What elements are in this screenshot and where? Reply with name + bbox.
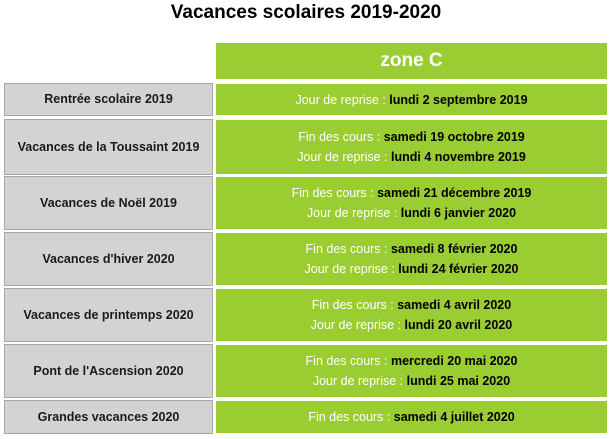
date-value: samedi 4 juillet 2020 xyxy=(393,410,515,424)
date-line xyxy=(305,259,519,279)
date-value: mercredi 20 mai 2020 xyxy=(390,354,518,368)
date-value: lundi 2 septembre 2019 xyxy=(389,92,528,107)
date-line xyxy=(313,371,510,391)
date-line xyxy=(298,127,525,147)
date-value: lundi 25 mai 2020 xyxy=(406,374,511,388)
date-line xyxy=(312,295,511,315)
date-value: lundi 20 avril 2020 xyxy=(404,318,513,332)
period-name-cell: Vacances de printemps 2020 xyxy=(4,288,213,342)
date-label: Jour de reprise : xyxy=(310,318,405,332)
date-value: samedi 21 décembre 2019 xyxy=(377,186,532,200)
date-value: lundi 4 novembre 2019 xyxy=(391,150,526,164)
period-name-cell: Pont de l'Ascension 2020 xyxy=(4,344,213,398)
date-value: lundi 24 février 2020 xyxy=(398,262,519,276)
date-line xyxy=(297,147,526,167)
date-label: Jour de reprise : xyxy=(297,150,391,164)
date-line xyxy=(306,239,518,259)
dates-cell xyxy=(215,119,608,175)
date-label: Fin des cours : xyxy=(298,130,384,144)
dates-cell xyxy=(215,176,608,230)
date-label: Fin des cours : xyxy=(311,298,398,312)
date-label: Jour de reprise : xyxy=(306,206,401,220)
date-line xyxy=(308,407,514,427)
dates-cell xyxy=(215,83,608,116)
date-line xyxy=(306,351,518,371)
date-line xyxy=(292,183,532,203)
dates-cell xyxy=(215,232,608,286)
period-name-cell: Vacances de la Toussaint 2019 xyxy=(4,119,213,175)
date-label: Fin des cours : xyxy=(291,186,378,200)
date-line xyxy=(295,90,527,110)
period-name-cell: Rentrée scolaire 2019 xyxy=(4,83,213,116)
period-name-cell: Vacances d'hiver 2020 xyxy=(4,232,213,286)
date-label: Fin des cours : xyxy=(305,354,391,368)
date-label: Jour de reprise : xyxy=(295,92,390,107)
date-line xyxy=(307,203,516,223)
dates-cell xyxy=(215,288,608,342)
dates-cell xyxy=(215,400,608,434)
date-label: Jour de reprise : xyxy=(304,262,399,276)
date-line xyxy=(311,315,513,335)
date-label: Fin des cours : xyxy=(308,410,394,424)
date-label: Fin des cours : xyxy=(305,242,391,256)
date-value: samedi 8 février 2020 xyxy=(390,242,518,256)
zone-header: zone C xyxy=(215,42,608,80)
period-name-cell: Grandes vacances 2020 xyxy=(4,400,213,434)
date-value: lundi 6 janvier 2020 xyxy=(400,206,517,220)
date-label: Jour de reprise : xyxy=(312,374,407,388)
period-name-cell: Vacances de Noël 2019 xyxy=(4,176,213,230)
date-value: samedi 19 octobre 2019 xyxy=(383,130,525,144)
date-value: samedi 4 avril 2020 xyxy=(397,298,512,312)
page-title: Vacances scolaires 2019-2020 xyxy=(170,2,442,23)
dates-cell xyxy=(215,344,608,398)
